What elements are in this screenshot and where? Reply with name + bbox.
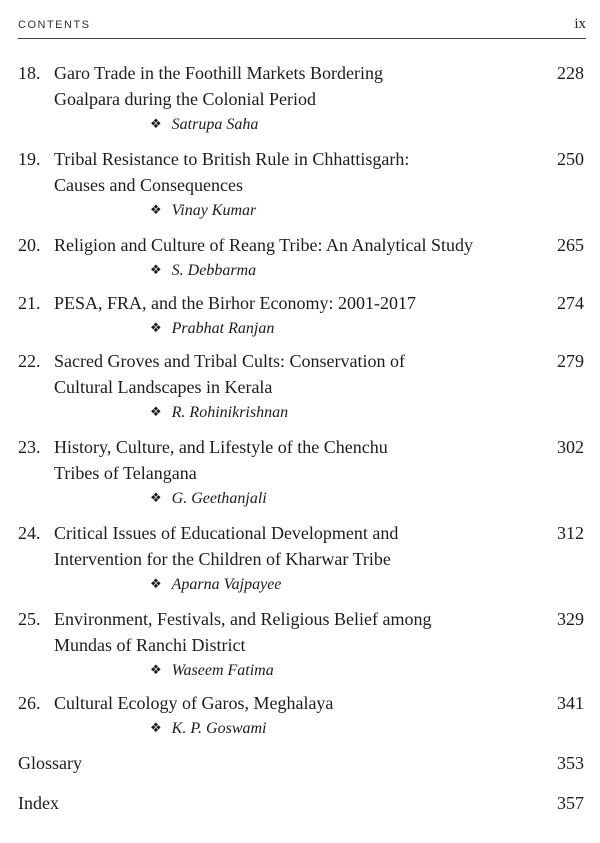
entry-author [150, 488, 267, 510]
entry-number: 26. [18, 693, 41, 713]
diamond-bullet-icon: ❖ [150, 490, 162, 505]
entry-number: 21. [18, 293, 41, 313]
back-matter-page-number: 353 [557, 753, 584, 773]
entry-title-line: Cultural Landscapes in Kerala [54, 377, 273, 397]
entry-title-line: Intervention for the Children of Kharwar Tribe [54, 549, 391, 569]
entry-title-line: Cultural Ecology of Garos, Meghalaya [54, 693, 334, 713]
entry-title-line: Sacred Groves and Tribal Cults: Conservation of [54, 351, 405, 371]
entry-author [150, 114, 258, 136]
entry-number: 20. [18, 235, 41, 255]
entry-title-line: Tribal Resistance to British Rule in Chhattisgarh: [54, 149, 410, 169]
author-name: Prabhat Ranjan [171, 320, 275, 337]
author-name: Vinay Kumar [171, 202, 257, 219]
entry-title-line: Goalpara during the Colonial Period [54, 89, 316, 109]
author-name: Aparna Vajpayee [171, 576, 282, 593]
back-matter-item [18, 750, 584, 776]
entry-number: 25. [18, 609, 41, 629]
diamond-bullet-icon: ❖ [150, 720, 162, 735]
back-matter-label: Glossary [18, 753, 82, 773]
author-name: Satrupa Saha [171, 116, 259, 133]
entry-title-line: Mundas of Ranchi District [54, 635, 246, 655]
entry-author [150, 660, 274, 682]
entry-author [150, 402, 288, 424]
running-head: CONTENTS [18, 19, 91, 31]
entry-number: 24. [18, 523, 41, 543]
entry-author [150, 260, 256, 282]
author-name: Waseem Fatima [171, 662, 274, 679]
diamond-bullet-icon: ❖ [150, 262, 162, 277]
entry-author [150, 200, 256, 222]
diamond-bullet-icon: ❖ [150, 320, 162, 335]
entry-author [150, 318, 274, 340]
header-page-number: ix [574, 16, 586, 32]
author-name: R. Rohinikrishnan [171, 404, 289, 421]
entry-page-number: 250 [557, 149, 584, 169]
diamond-bullet-icon: ❖ [150, 202, 162, 217]
diamond-bullet-icon: ❖ [150, 662, 162, 677]
entry-title-line: Causes and Consequences [54, 175, 243, 195]
back-matter-label: Index [18, 793, 59, 813]
back-matter-page-number: 357 [557, 793, 584, 813]
entry-title-line: History, Culture, and Lifestyle of the Chenchu [54, 437, 388, 457]
entry-title-line: Garo Trade in the Foothill Markets Bordering [54, 63, 383, 83]
entry-title-line: Critical Issues of Educational Development and [54, 523, 399, 543]
entry-number: 18. [18, 63, 41, 83]
entry-page-number: 228 [557, 63, 584, 83]
entry-title-line: Environment, Festivals, and Religious Belief among [54, 609, 432, 629]
page-header [18, 14, 586, 38]
header-rule [18, 38, 586, 39]
entry-author [150, 718, 267, 740]
entry-title-line: PESA, FRA, and the Birhor Economy: 2001-2017 [54, 293, 416, 313]
author-name: G. Geethanjali [171, 490, 267, 507]
entry-page-number: 329 [557, 609, 584, 629]
author-name: K. P. Goswami [171, 720, 267, 737]
diamond-bullet-icon: ❖ [150, 576, 162, 591]
entry-number: 19. [18, 149, 41, 169]
entry-page-number: 341 [557, 693, 584, 713]
entry-page-number: 302 [557, 437, 584, 457]
entry-page-number: 265 [557, 235, 584, 255]
back-matter-item [18, 790, 584, 816]
entry-number: 23. [18, 437, 41, 457]
entry-page-number: 312 [557, 523, 584, 543]
entry-number: 22. [18, 351, 41, 371]
entry-author [150, 574, 281, 596]
entry-title-line: Tribes of Telangana [54, 463, 197, 483]
entry-title-line: Religion and Culture of Reang Tribe: An Analytical Study [54, 235, 473, 255]
author-name: S. Debbarma [171, 262, 257, 279]
entry-page-number: 279 [557, 351, 584, 371]
entry-page-number: 274 [557, 293, 584, 313]
diamond-bullet-icon: ❖ [150, 404, 162, 419]
diamond-bullet-icon: ❖ [150, 116, 162, 131]
